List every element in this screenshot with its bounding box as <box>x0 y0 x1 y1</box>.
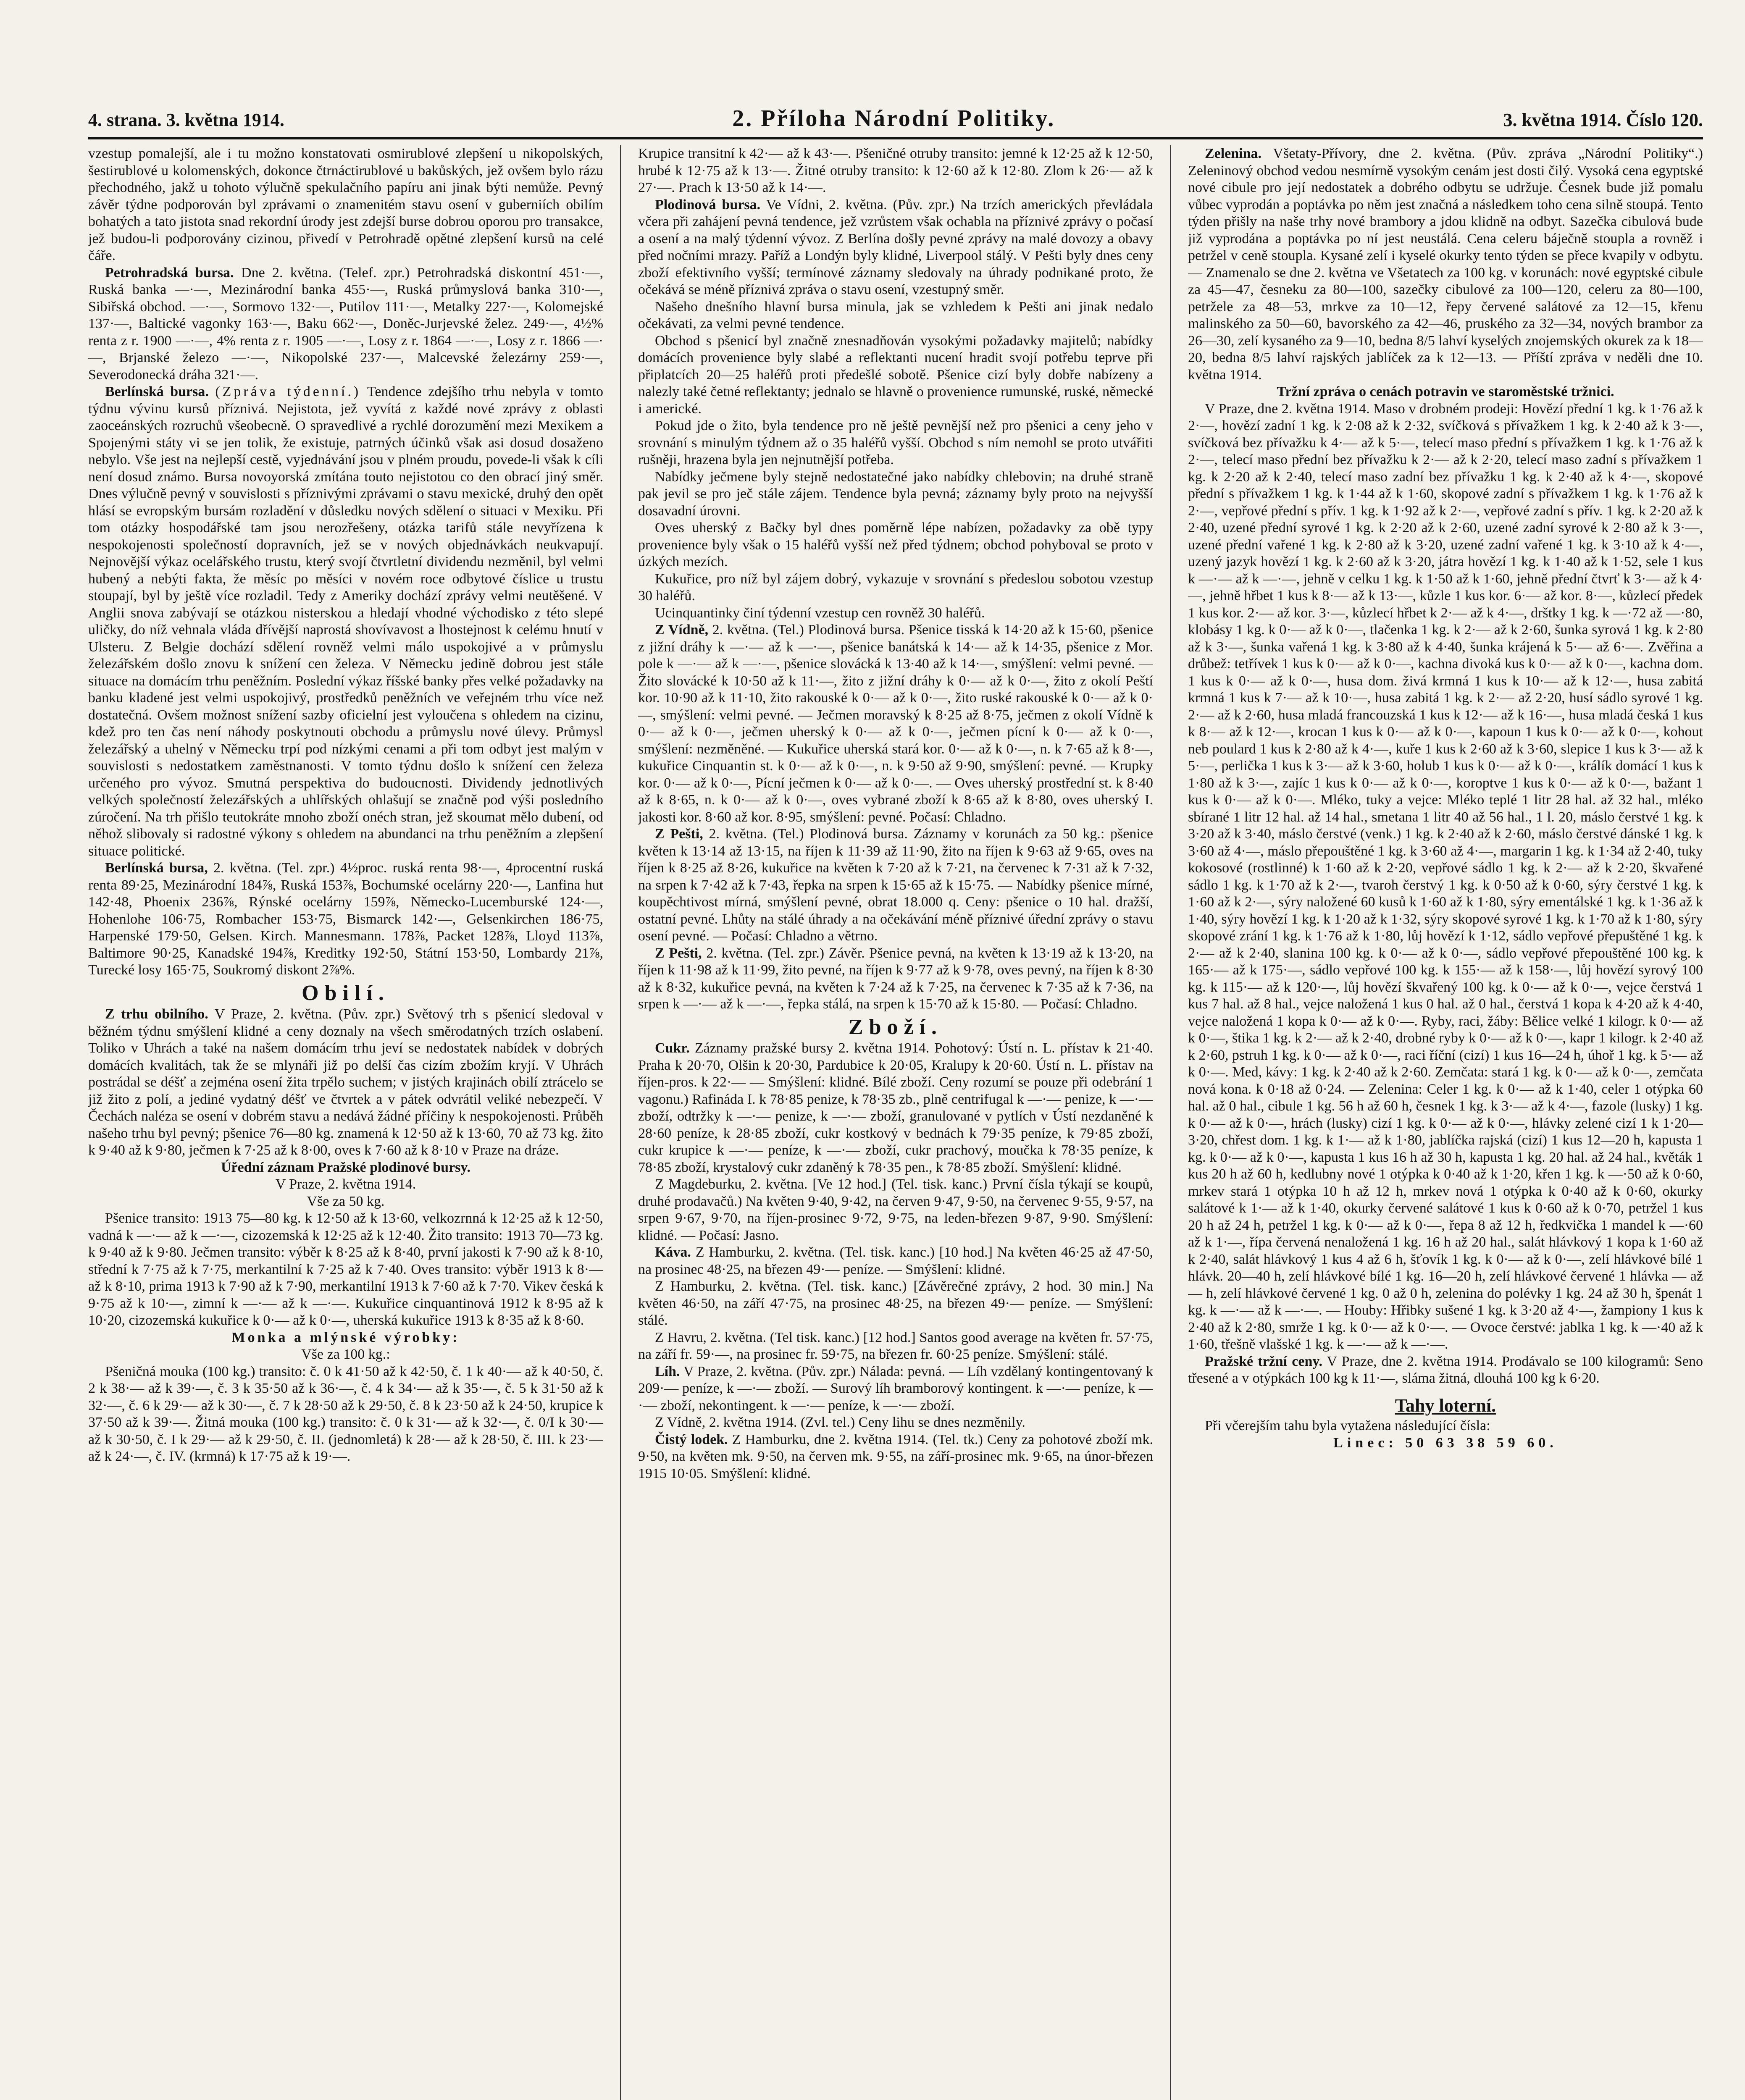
article-paragraph: Petrohradská bursa. Dne 2. května. (Telef. zpr.) Petrohradská diskontní 451·—, Ruská banka —·—, Mezinárodní banka 455·—, Ruská průmyslová banka 310·—, Sibiřská obchod. —·—, Sormovo 132·—, Putilov 111·—, Metalky 227·—, Kolomejské 137·—, Baltické vagonky 163·—, Baku 662·—, Doněc-Jurjevské želez. 249·—, 4½% renta z r. 1900 —·—, 4% renta z r. 1905 —·—, Losy z r. 1864 —·—, Losy z r. 1866 —·—, Brjanské železo —·—, Nikopolské 237·—, Malcevské železárny 259·—, Severodonecká dráha 321·—. <box>88 265 604 383</box>
column-1 <box>88 145 603 2100</box>
article-paragraph: Ucinquantinky činí týdenní vzestup cen rovněž 30 haléřů. <box>654 605 985 621</box>
article-paragraph: Pšenice transito: 1913 75—80 kg. k 12·50 až k 13·60, velkozrnná k 12·25 až k 12·50, vadná k —·— až k —·—, cizozemská k 12·25 až k 12·40. Žito transito: 1913 70—73 kg. k 9·40 až k 9·80. Ječmen transito: výběr k 8·25 až k 8·40, první jakosti k 7·90 až k 8·10, střední k 7·75 až k 7·75, merkantilní k 7·25 až k 7·40. Oves transito: výběr 1913 k 8·— až k 8·10, prima 1913 k 7·90 až k 7·90, merkantilní 1913 k 7·60 až k 7·70. Vikev česká k 9·75 až k 10·—, zimní k —·— až k —·—. Kukuřice cinquantinová 1912 k 8·95 až k 10·20, cizozemská kukuřice k 0·— až k 0·—, uherská kukuřice 1913 k 8·35 až k 8·60. <box>88 1210 604 1328</box>
article-paragraph: Kukuřice, pro níž byl zájem dobrý, vykazuje v srovnání s předeslou sobotou vzestup 30 haléřů. <box>638 571 1153 604</box>
article-paragraph: Z Havru, 2. května. (Tel tisk. kanc.) [12 hod.] Santos good average na květen fr. 57·75, na září fr. 59·—, na prosinec fr. 59·75, na březen fr. 60·25 peníze. Smýšlení: stálé. <box>638 1329 1153 1362</box>
article-paragraph: Zelenina. Všetaty-Přívory, dne 2. května. (Pův. zpráva „Národní Politiky“.) Zeleninový obchod vedou nesmírně vysokým cenám jest dosti čilý. Vysoká cena egyptské nové cibule pro její nedostatek a dobrého odbytu se udržuje. Česnek bude již pomalu vůbec vyprodán a poptávka po něm jest značná a následkem toho cena silně stoupá. Tento týden přišly na naše trhy nové brambory a jdou klidně na odbyt. Sazečka cibulová bude již vyprodána a poptávka po ní jest neustálá. Cena celeru báječně stoupla a rovněž i petržel v ceně stoupla. Kysané zelí i kyselé okurky tento týden se přece kvapily v odbytu. — Znamenalo se dne 2. května ve Všetatech za 100 kg. v korunách: nové egyptské cibule za 45—47, česneku za 80—100, sazečky cibulové za 100—120, celeru za 80—100, petržele za 48—53, mrkve za 10—12, řepy červené salátové za 12—15, křenu malinského za 50—60, bavorského za 42—46, pruského za 32—34, nových brambor za 26—30, zelí kysaného za 9—10, bedna 8/5 lahví kyselých znojemských okurek za k 18—20, bedna 8/5 lahví rajských jablíček za k 12—13. — Příští zpráva v neděli dne 10. května 1914. <box>1188 146 1703 383</box>
article-paragraph: Z Vídně, 2. května. (Tel.) Plodinová bursa. Pšenice tisská k 14·20 až k 15·60, pšenice z jižní dráhy k —·— až k —·—, pšenice banátská k 14·— až k 14·35, pšenice z Mor. pole k —·— až k —·—, pšenice slovácká k 13·40 až k 14·—, smýšlení: velmi pevné. — Žito slovácké k 10·50 až k 11·—, žito z jižní dráhy k 0·— až k 0·—, žito z okolí Peští kor. 10·90 až k 11·10, žito rakouské k 0·— až k 0·—, žito ruské rakouské k 0·— až k 0·—, smýšlení: velmi pevné. — Ječmen moravský k 8·25 až 8·75, ječmen z okolí Vídně k 0·— až k 0·—, ječmen uherský k 0·— až k 0·—, ječmen pícní k 0·— až k 0·—, smýšlení: nezměněné. — Kukuřice uherská stará kor. 0·— až k 0·—, n. k 7·65 až k 8·—, kukuřice Cinquantin st. k 0·— až k 0·—, n. k 9·50 až 9·90, smýšlení: pevné. — Krupky kor. 0·— až k 0·—, Pícní ječmen k 0·— až k 0·—. — Oves uherský prostřední st. k 8·40 až k 8·65, n. k 0·— až k 0·—, oves vybrané zboží k 8·65 až k 8·80, oves uherský I. jakosti kor. 8·60 až kor. 8·95, smýšlení: pevné. Počasí: Chladno. <box>638 622 1153 825</box>
article-paragraph: vzestup pomalejší, ale i tu možno konstatovati osmirublové zlepšení u nikopolských, šestirublové u kolomenských, dokonce čtrnáctirublové u bakůských, jež ovšem bylo rázu přechodného, jakž u tohoto výlučně spekulačního papíru ani jinak býti nemůže. Pevný závěr týdne podporován byl zprávami o znamenitém stavu osení v guberniích obilím bohatých a tato jistota snad rekordní úrody jest zdejší burse dobrou oporou pro transakce, jež budou-li podporovány cizinou, přivedí v Petrohradě opětné zlepšení kursů na celé čáře. <box>88 146 604 263</box>
article-heading: Cukr. <box>654 1040 690 1056</box>
section-title-obili: Obilí. <box>302 981 390 1005</box>
subsection-note: Vše za 50 kg. <box>307 1193 385 1209</box>
article-paragraph: V Praze, dne 2. května 1914. Maso v drobném prodeji: Hovězí přední 1 kg. k 1·76 až k 2·—, hovězí zadní 1 kg. k 2·08 až k 2·32, svíčková s přívažkem 1 kg. k 2·40 až k 3·—, svíčková bez přívažku k 4·— až k 5·—, telecí maso přední s přívažkem 1 kg. k 1·76 až k 2·—, telecí maso přední bez přívažku k 2·— až k 2·20, telecí maso zadní s přívažkem 1 kg. k 2·20 až k 2·40, telecí maso zadní bez přívažku 1 kg. k 2·40 až k 4·—, skopové přední s přívažkem 1 kg. k 1·44 až k 1·60, skopové zadní s přívažkem 1 kg. k 1·76 až k 2·—, vepřové přední s přív. 1 kg. k 1·92 až k 2·—, vepřové zadní s přív. 1 kg. k 2·20 až k 2·40, uzené přední syrové 1 kg. k 2·20 až k 2·60, uzené zadní syrové k 2·80 až k 3·—, uzené přední vařené 1 kg. k 2·80 až k 3·20, uzené zadní vařené 1 kg. k 3·10 až k 4·—, uzený jazyk hovězí 1 kg. k 2·60 až k 3·20, játra hovězí 1 kg. k 1·40 až k 1·52, sele 1 kus k —·— až k —·—, jehně v celku 1 kg. k 1·50 až k 1·60, jehně přední čtvrť k 3·— až k 4·—, jehně hřbet 1 kus k 8·— až k 13·—, kůzle 1 kus kor. 6·— až kor. 8·—, kůzlecí předek 1 kus kor. 2·— až kor. 3·—, kůzlecí hřbet k 2·— až k 4·—, drštky 1 kg. k —·72 až —·80, klobásy 1 kg. k 0·— až k 0·—, tlačenka 1 kg. k 2·— až k 2·60, šunka syrová 1 kg. k 2·80 až k 3·—, šunka vařená 1 kg. k 3·80 až k 4·40, šunka krájená k 5·— až 6·—. Zvěřina a drůbež: tetřívek 1 kus k 0·— až k 0·—, kachna divoká kus k 0·— až k 0·—, kachna dom. 1 kus k 0·— až k 0·—, husa dom. živá krmná 1 kus k 10·— až k 12·—, husa zabitá krmná 1 kus k 7·— až k 10·—, husa zabitá 1 kg. k 2·— až 2·20, husí sádlo syrové 1 kg. 2·— až k 2·60, husa mladá francouzská 1 kus k 12·— až k 16·—, husa mladá česká 1 kus k 8·— až k 12·—, krocan 1 kus k 0·— až k 0·—, kapoun 1 kus k 0·— až k 0·—, kohout neb poulard 1 kus k 2·80 až k 4·—, kuře 1 kus k 2·60 až k 3·60, slepice 1 kus k 3·— až k 5·—, perlička 1 kus k 3·— až k 3·60, holub 1 kus k 0·— až k 0·—, králík domácí 1 kus k 1·80 až k 3·—, zajíc 1 kus k 0·— až k 0·—, koroptve 1 kus k 0·— až k 0·—, bažant 1 kus k 0·— až k 0·—. Mléko, tuky a vejce: Mléko teplé 1 litr 28 hal. až 32 hal., mléko sbírané 1 litr 12 hal. až 14 hal., smetana 1 litr 40 až 56 hal., 1 l. 20, máslo čerstvé 1 kg. k 3·20 až k 3·40, máslo čerstvé (venk.) 1 kg. k 2·40 až k 2·60, máslo čerstvé dánské 1 kg. k 3·60 až 4·—, máslo přepouštěné 1 kg. k 3·60 až 4·—, margarin 1 kg. k 1·34 až 2·40, tuky kokosové (rostlinné) k 1·60 až k 2·20, vepřové sádlo 1 kg. k 2·— až k 2·20, škvařené sádlo 1 kg. k 1·70 až k 2·—, tvaroh čerstvý 1 kg. k 0·50 až k 0·60, sýry čerstvé 1 kg. k 1·60 až k 2·—, sýry naložené 60 kusů k 1·60 až k 1·80, sýry ementálské 1 kg. k 1·36 až k 1·40, sýry hovězí 1 kg. k 1·20 až k 1·32, sýry skopové syrové 1 kg. k 1·70 až k 1·80, sýry skopové zrání 1 kg. k 1·76 až k 1·80, lůj hovězí k 1·12, sádlo vepřové přepuštěné 1 kg. k 2·— až k 2·40, slanina 100 kg. k 0·— až k 0·—, sádlo vepřové přepouštěné 100 kg. k 165·— až k 175·—, sádlo vepřové 100 kg. k 155·— až k 158·—, lůj hovězí syrový 100 kg. k 115·— až k 120·—, lůj hovězí škvařený 100 kg. k 0·— až k 0·—, vejce čerstvá 1 kus 7 hal. až 8 hal., vejce naložená 1 kus 0 hal. až 0 hal., čerstvá 1 kopa k 4·20 až k 4·40, vejce naložená 1 kopa k 0·— až k 0·—. Ryby, raci, žáby: Bělice velké 1 kilogr. k 0·— až k 0·—, štika 1 kg. k 2·— až k 2·40, drobné ryby k 0·— až k 0·—, kapr 1 kilogr. k 2·40 až k 2·60, pstruh 1 kg. k 0·— až k 0·—, raci říční (cizí) 1 kus 16—24 h, úhoř 1 kg. k 5·— až k 0·—. Med, kávy: 1 kg. k 2·40 až k 2·60. Zemčata: stará 1 kg. k 0·— až k 0·—, zemčata nová kona. k 0·18 až 0·24. — Zelenina: Celer 1 kg. k 0·— až k 1·40, celer 1 otýpka 60 hal. až 0 hal., cibule 1 kg. 56 h až 60 h, česnek 1 kg. k 3·— až k 4·—, fazole (lusky) 1 kg. k 0·— až k 0·—, hrách (lusky) cizí 1 kg. k 0·— až k 0·—, hlávky zelené cizí 1 k 1·20—3·20, chřest dom. 1 kg. k 1·— až k 1·80, jablíčka rajská (cizí) 1 kus 12—20 h, kapusta 1 kg. k 0·— až k 0·—, kapusta 1 kus 16 h až 30 h, kapusta 1 kg. 20 hal. až 24 hal., květák 1 kus 20 h až 60 h, kedlubny nové 1 otýpka k 0·40 až k 1·20, křen 1 kg. k —·50 až k 0·60, mrkev stará 1 otýpka 10 h až 12 h, mrkev nová 1 otýpka k 0·40 až k 0·60, okurky salátové k 1·— až k 1·40, okurky červené salátové 1 kus k 0·60 až k 0·70, petržel 1 kus 20 h až 24 h, petržel 1 kg. k 0·— až k 0·—, řepa 8 až 12 h, ředkvička 1 mandel k —·60 až k 1·—, řípa červená nenaložená 1 kg. 16 h až 20 hal., salát hlávkový 1 kopa k 1·60 až k 2·40, salát hlávkový 1 kus 4 až 6 h, šťovík 1 kg. k 0·— až k 0·—, zelí hlávkové bílé 1 hlávk. 20—40 h, zelí hlávkové bílé 1 kg. 16—20 h, zelí hlávkové červené 1 hlávka — až — h, zelí hlávkové červené 1 kg. 0 až 0 h, zelenina do polévky 1 kg. 24 až 30 h, špenát 1 kg. k —·— až k —·—. — Houby: Hřibky sušené 1 kg. k 3·20 až 4·—, žampiony 1 kus k 2·40 až k 2·80, smrže 1 kg. k 0·— až k 0·—. — Ovoce čerstvé: jablka 1 kg. k —·40 až k 1·60, třešně vlašské 1 kg. k —·— až k —·—. <box>1188 401 1703 1352</box>
article-paragraph: Z trhu obilního. V Praze, 2. května. (Pův. zpr.) Světový trh s pšenicí sledoval v běžném týdnu smýšlení klidné a ceny doznaly na všech směrodatných trzích oslabení. Toliko v Uhrách a také na našem domácím trhu jeví se nedostatek nabídek v dobrých domácích kvalitách, tak že se mlynáři již po delší čas cizím zbožím kryjí. V Uhrách postrádal se déšť a zejména osení žita trpělo suchem; v jistých krajinách obilí ztrácelo se již žito z polí, a jediné vydatný déšť ve čtvrtek a v pátek odvrátil veliké nebezpečí. V Čechách naléza se osení v dobrém stavu a nedává žádné příčiny k nespokojenosti. Průběh našeho trhu byl pevný; pšenice 76—80 kg. znamená k 12·50 až k 13·60, 70 až 73 kg. žito k 9·40 až k 9·80, ječmen k 7·25 až k 8·00, oves k 7·60 až k 8·10 v Praze na dráze. <box>88 1006 604 1158</box>
running-header <box>88 105 1703 139</box>
article-paragraph: Líh. V Praze, 2. května. (Pův. zpr.) Nálada: pevná. — Líh vzdělaný kontingentovaný k 209·— peníze, k —·— zboží. — Surový líh bramborový kontingent. k —·— peníze, k —·— zboží, nekontingent. k —·— peníze, k —·— zboží. <box>638 1363 1153 1413</box>
article-paragraph: Berlínská bursa, 2. května. (Tel. zpr.) 4½proc. ruská renta 98·—, 4procentní ruská renta 89·25, Mezinárodní 184⅞, Ruská 153⅞, Bochumské ocelárny 220·—, Lanfina hut 142·48, Phoenix 236⅞, Rýnské ocelárny 159⅞, Německo-Lucemburské 124·—, Hohenlohe 106·75, Rombacher 153·75, Bismarck 142·—, Gelsenkirchen 186·75, Harpenské 179·50, Gelsen. Kirch. Mannesmann. 178⅞, Packet 128⅞, Lloyd 113⅞, Baltimore 90·25, Kanadské 194⅞, Kreditky 192·50, Státní 153·50, Lombardy 21⅞, Turecké losy 165·75, Soukromý diskont 2⅞%. <box>88 860 604 978</box>
header-right: 3. května 1914. Číslo 120. <box>1503 110 1703 130</box>
article-heading: Petrohradská bursa. <box>105 265 234 281</box>
article-heading: Zelenina. <box>1204 146 1262 161</box>
article-paragraph: Krupice transitní k 42·— až k 43·—. Pšeničné otruby transito: jemné k 12·25 až k 12·50, hrubé k 12·75 až k 13·—. Žitné otruby transito: k 12·60 až k 12·80. Zlom k 26·— až k 27·—. Prach k 13·50 až k 14·—. <box>638 146 1153 195</box>
article-paragraph: Oves uherský z Bačky byl dnes poměrně lépe nabízen, požadavky za obě typy provenience byly však o 15 haléřů vyšší než před týdnem; obchod pohyboval se proto v úzkých mezích. <box>638 520 1153 570</box>
article-paragraph: Z Pešti, 2. května. (Tel. zpr.) Závěr. Pšenice pevná, na květen k 13·19 až k 13·20, na říjen k 11·98 až k 11·99, žito pevné, na říjen k 9·77 až k 9·78, oves pevný, na říjen k 8·30 až k 8·32, kukuřice pevná, na květen k 7·24 až k 7·25, na červenec k 7·35 až k 7·36, na srpen k —·— až k —·—, řepka stálá, na srpen k 15·70 až k 15·80. — Počasí: Chladno. <box>638 945 1153 1012</box>
article-paragraph: Berlínská bursa. (Zpráva týdenní.) Tendence zdejšího trhu nebyla v tomto týdnu vývinu kursů příznivá. Nejistota, jež vyvítá z každé nové zprávy z oblasti zaoceánských rozruchů všeobecně. O spravedlivé a rychlé dorozumění mezi Mexikem a Spojenými státy vi se jen tolik, že existuje, patrných účinků však asi dosud dosaženo nebylo. Vše jest na nejlepší cestě, vyjednávání jsou v plném proudu, povede-li však k cíli není dosud známo. Bursa novoyorská zmítána touto nejistotou co den obrací jiný směr. Dnes výlučně pevný v souvislosti s příznivými zprávami o stavu mexické, druhý den opět hlásí se evropským bursám rozladění v důsledku nových sdělení o situaci v Mexiku. Při tom otázky hospodářské tam jsou nerozřešeny, otázka tarifů stále nevyřízena k nespokojenosti společností dopravních, jež se v nových objednávkách neukvapují. Nejnovější výkaz ocelářského trustu, který svojí čtvrtletní dividendu nezměnil, byl velmi hubený a nebýti fakta, že měsíc po měsíci v novém roce odbytové číslice u trustu stoupají, byl by ještě více rozladil. Tedy z Ameriky dochází zprávy velmi neutěšené. V Anglii snova zabývají se otázkou nisterskou a hledají vhodné východisko z této slepé uličky, do níž vehnala vláda dřívější naprostá shovívavost a lhostejnost k celému hnutí v Ulsteru. Z Belgie dochází sdělení rovněž velmi málo uspokojivé a v průmyslu železářském došlo znovu k snížení cen železa. V Německu jedině dobrou jest stále situace na domácím trhu peněžním. Poslední výkaz říšské banky přes velké požadavky na banku kladené jest velmi uspokojivý, prostředků peněžních ve veřejném trhu více než dostatečná. Ovšem možnost snížení sazby oficielní jest vyloučena s ohledem na cizinu, kdež pro ten čas není náhody poskytnouti obchodu a průmyslu nové úlevy. Průmysl železářský a uhelný v Německu trpí pod nízkými cenami a při tom odbyt jest malým v souvislosti s nedostatkem zaměstnanosti. V tomto týdnu došlo k snížení cen železa určeného pro vývoz. Smutná perspektiva do budoucnosti. Dividendy jednotlivých velkých společností železářských a uhlířských ohlašují se značně pod výši posledního zúročení. Na trh přišlo teutokráte mnoho zboží onéch stran, jež skoumat mělo dubení, od něhož slibovaly si radostné výkony s ohledem na abundanci na trhu peněžním a zlepšení situace politické. <box>88 384 604 859</box>
article-paragraph: Plodinová bursa. Ve Vídni, 2. května. (Pův. zpr.) Na trzích amerických převládala včera při zahájení pevná tendence, jež vzrůstem však ochabla na příznivé zprávy o počasí a osení a na malý týdenní vývoz. Z Berlína došly pevné zprávy na malé dovozy a obavy před nočními mrazy. Paříž a Londýn byly klidné, Liverpool stálý. V Pešti byly dnes ceny zboží efektivního vyšší; termínové záznamy sledovaly na úhrady podnikané proto, že očekává se méně příznivá zpráva o stavu osení, vzestupný směr. <box>638 197 1153 297</box>
article-heading: Z Vídně, <box>654 622 709 638</box>
article-paragraph: Našeho dnešního hlavní bursa minula, jak se vzhledem k Pešti ani jinak nedalo očekávati, za velmi pevné tendence. <box>638 299 1153 331</box>
column-2 <box>638 145 1153 2100</box>
article-heading: Berlínská bursa. <box>105 384 209 399</box>
article-heading: Pražské tržní ceny. <box>1204 1353 1322 1369</box>
article-paragraph: Pražské tržní ceny. V Praze, dne 2. května 1914. Prodávalo se 100 kilogramů: Seno třesené a v otýpkách 100 kg k 11·—, sláma žitná, dlouhá 100 kg k 6·20. <box>1188 1353 1703 1386</box>
article-heading: Líh. <box>654 1363 680 1379</box>
subsection-heading: Tržní zpráva o cenách potravin ve staroměstské tržnici. <box>1277 384 1614 399</box>
article-paragraph: Z Magdeburku, 2. května. [Ve 12 hod.] (Tel. tisk. kanc.) První čísla týkají se koupů, druhé prodavačů.) Na květen 9·40, 9·42, na červen 9·47, 9·50, na červenec 9·55, 9·57, na srpen 9·67, 9·70, na říjen-prosinec 9·72, 9·75, na leden-březen 9·87, 9·90. Smýšlení: klidné. — Počasí: Jasno. <box>638 1176 1153 1243</box>
article-paragraph: Z Hamburku, 2. května. (Tel. tisk. kanc.) [Závěrečné zprávy, 2 hod. 30 min.] Na květen 46·50, na září 47·75, na prosinec 48·25, na březen 49·— peníze. — Smýšlení: stálé. <box>638 1278 1153 1328</box>
section-title-lottery: Tahy loterní. <box>1395 1395 1496 1416</box>
article-paragraph: Z Vídně, 2. května 1914. (Zvl. tel.) Ceny lihu se dnes nezměnily. <box>654 1415 1025 1430</box>
article-heading: Z trhu obilního. <box>105 1006 208 1022</box>
article-heading: Z Pešti, <box>654 945 702 961</box>
columns <box>88 145 1703 2100</box>
subsection-heading: Monka a mlýnské výrobky: <box>231 1329 460 1345</box>
subsection-note: Vše za 100 kg.: <box>301 1347 390 1362</box>
article-paragraph: Káva. Z Hamburku, 2. května. (Tel. tisk. kanc.) [10 hod.] Na květen 46·25 až 47·50, na prosinec 48·25, na březen 49·— peníze. — Smýšlení: klidné. <box>638 1244 1153 1277</box>
article-heading: Z Pešti, <box>654 826 703 842</box>
lottery-intro: Při včerejším tahu byla vytažena následující čísla: <box>1204 1418 1490 1433</box>
lottery-numbers: Linec: 50 63 38 59 60. <box>1333 1435 1558 1451</box>
subsection-heading: Úřední záznam Pražské plodinové bursy. <box>221 1159 471 1175</box>
header-title: 2. Příloha Národní Politiky. <box>732 105 1056 131</box>
article-paragraph: Cukr. Záznamy pražské bursy 2. května 1914. Pohotový: Ústí n. L. přístav k 21·40. Praha k 20·70, Olšin k 20·30, Pardubice k 20·05, Kralupy k 20·60. Ústí n. L. přístav na říjen-pros. k 22·— — Smýšlení: klidné. Bílé zboží. Ceny rozumí se pouze při odebrání 1 vagonu.) Rafináda I. k 78·85 penize, k 78·35 zb., plně centrifugal k —·— penize, k —·— zboží, odtržky k —·— penize, k —·— zboží, granulované v pytlích v Ústí nezdaněné k 28·60 peníze, k 28·85 zboží, cukr kostkový v bednách k 79·35 peníze, k 79·85 zboží, cukr krupice k —·— peníze, k —·— zboží, cukr prachový, moučka k 78·35 peníze, k 78·85 zboží, krystalový cukr zdaněný k 78·35 pen., k 78·85 zboží. Smýšlení: klidné. <box>638 1040 1153 1175</box>
article-paragraph: Čistý lodek. Z Hamburku, dne 2. května 1914. (Tel. tk.) Ceny za pohotové zboží mk. 9·50, na květen mk. 9·50, na červen mk. 9·55, na září-prosinec mk. 9·65, na únor-březen 1915 10·05. Smýšlení: klidné. <box>638 1431 1153 1481</box>
article-paragraph: Nabídky ječmene byly stejně nedostatečné jako nabídky chlebovin; na druhé straně pak jevil se pro ječ stále zájem. Tendence byla pevná; záznamy byly proto na nejvyšší dosavadní úrovni. <box>638 469 1153 519</box>
column-divider <box>1170 145 1171 2100</box>
subsection-dateline: V Praze, 2. května 1914. <box>275 1176 416 1192</box>
article-heading: Čistý lodek. <box>654 1431 728 1447</box>
column-3 <box>1188 145 1703 2100</box>
article-heading: Plodinová bursa. <box>654 197 761 213</box>
section-title-zbozi: Zboží. <box>848 1015 943 1039</box>
article-paragraph: Pokud jde o žito, byla tendence pro ně ještě pevnější než pro pšenici a ceny jeho v srovnání s minulým týdnem až o 35 haléřů vyšší. Obchod s ním nemohl se proto utvářiti rušněji, hrazena byla jen nejnutnější potřeba. <box>638 418 1153 467</box>
article-paragraph: Obchod s pšenicí byl značně znesnadňován vysokými požadavky majitelů; nabídky domácích provenience byly slabé a reflektanti nucení hradit svojí potřebu teprve při připlatcích 20—25 haléřů proti předešlé sobotě. Pšenice cizí byly dobře nabízeny a nalezly také četné reflektanty; jednalo se hlavně o provenience rumunské, ruské, německé i americké. <box>638 333 1153 417</box>
article-heading: Berlínská bursa, <box>105 860 208 876</box>
header-left: 4. strana. 3. května 1914. <box>88 110 284 130</box>
article-heading: Káva. <box>654 1244 691 1260</box>
article-paragraph: Pšeničná mouka (100 kg.) transito: č. 0 k 41·50 až k 42·50, č. 1 k 40·— až k 40·50, č. 2 k 38·— až k 39·—, č. 3 k 35·50 až k 36·—, č. 4 k 34·— až k 35·—, č. 5 k 31·50 až k 32·—, č. 6 k 29·— až k 30·—, č. 7 k 28·50 až k 29·50, č. 8 k 23·50 až k 24·50, krupice k 37·50 až k 39·—. Žitná mouka (100 kg.) transito: č. 0 k 31·— až k 32·—, č. 0/I k 30·— až k 30·50, č. I k 29·— až k 29·50, č. II. (jednomletá) k 28·— až k 28·50, č. III. k 23·— až k 24·—, č. IV. (krmná) k 17·75 až k 19·—. <box>88 1363 604 1464</box>
article-paragraph: Z Pešti, 2. května. (Tel.) Plodinová bursa. Záznamy v korunách za 50 kg.: pšenice květen k 13·14 až 13·15, na říjen k 11·39 až 11·90, žito na říjen k 9·63 až 9·65, oves na říjen k 8·25 až 8·26, kukuřice na květen k 7·20 až k 7·21, na červenec k 7·31 až k 7·32, na srpen k 7·42 až k 7·43, řepka na srpen k 15·65 až k 15·75. — Nabídky pšenice mírné, koupěchtivost mírná, smýšlení pevné, obrat 18.000 q. Ceny: pšenice o 10 hal. dražší, ostatní pevné. Lhůty na stálé úhrady a na očekávání méně příznivé úřední zprávy o stavu osení pevné. — Počasí: Chladno a větrno. <box>638 826 1153 944</box>
column-divider <box>620 145 621 2100</box>
